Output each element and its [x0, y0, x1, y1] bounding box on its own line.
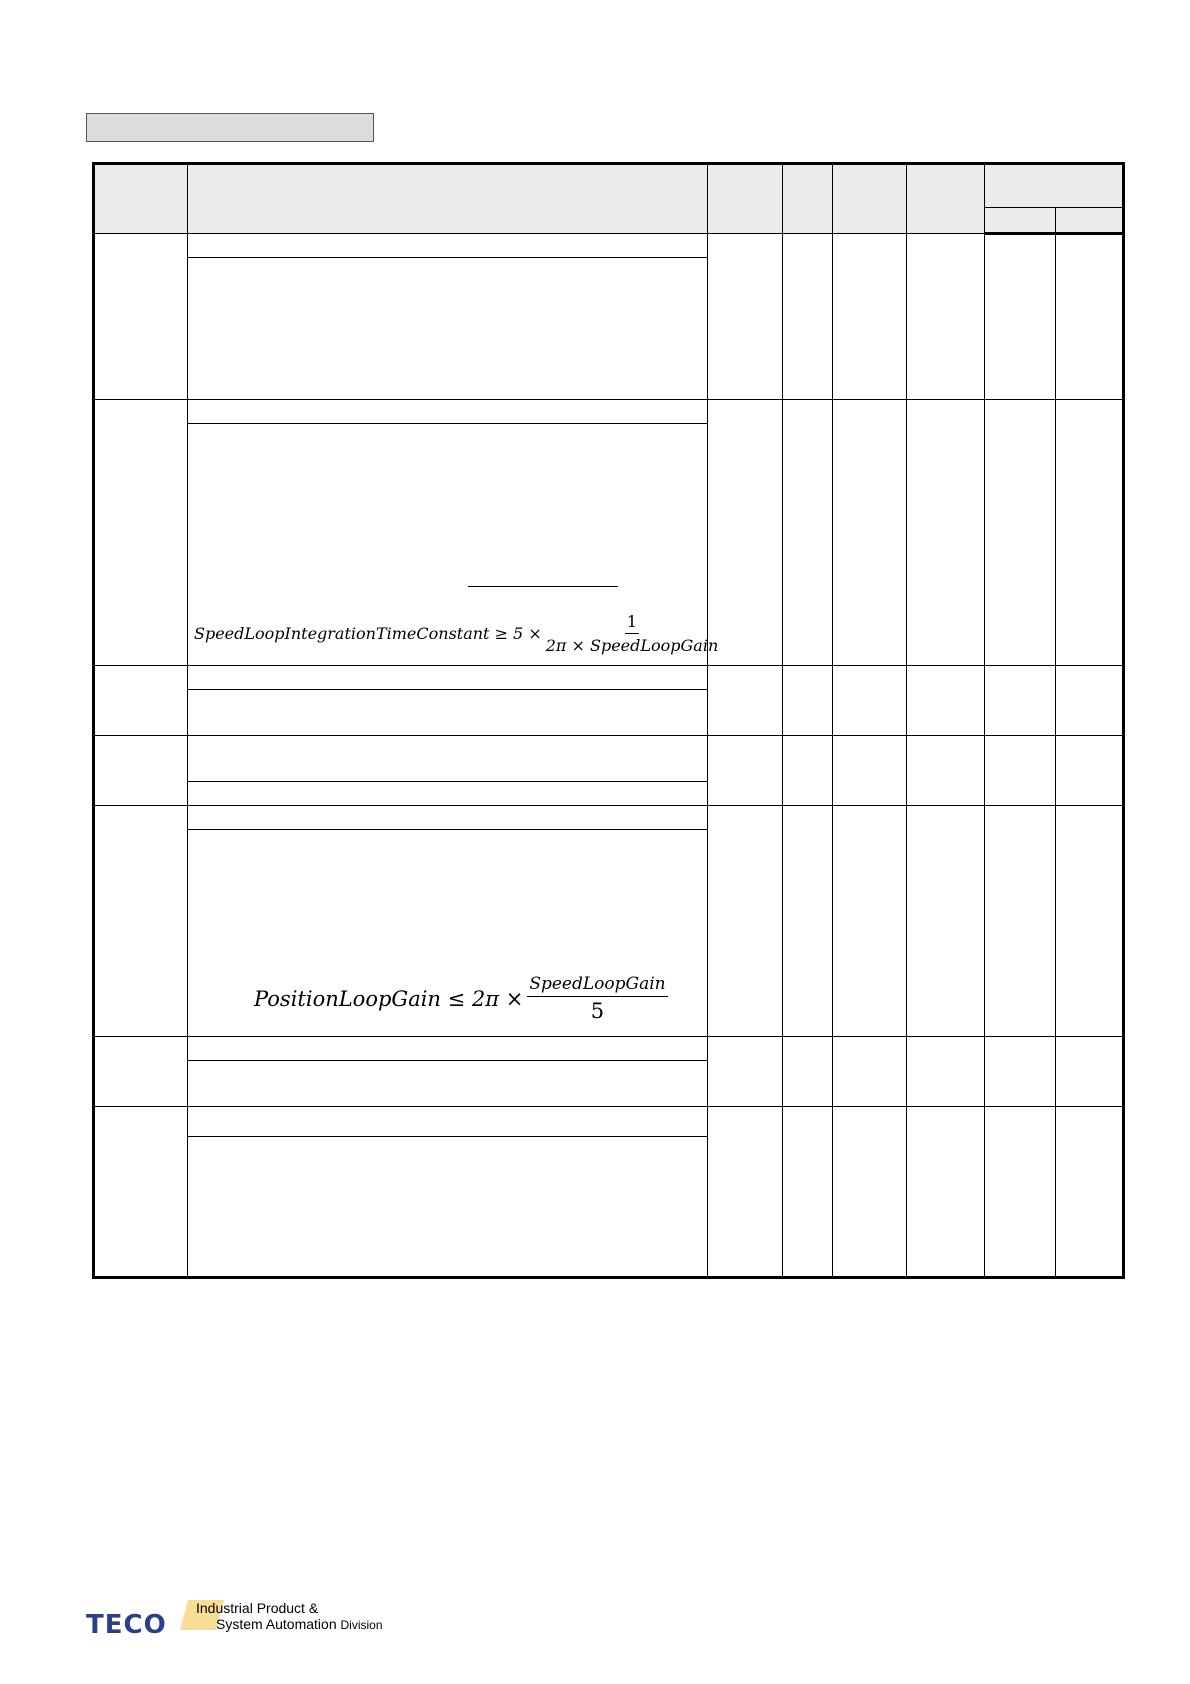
- formula-denominator: 5: [590, 999, 605, 1024]
- table-cell: [708, 1036, 783, 1106]
- formula-fraction: [546, 612, 719, 655]
- header-cell: [985, 208, 1056, 234]
- table-cell: [188, 1060, 708, 1106]
- table-cell: [188, 400, 708, 424]
- table-row: [94, 666, 1124, 690]
- table-cell: [94, 666, 188, 736]
- table-cell: [907, 234, 985, 400]
- table-cell: [94, 806, 188, 1036]
- table-cell: [708, 736, 783, 806]
- table-cell: [783, 234, 833, 400]
- table-cell: [1056, 806, 1124, 1036]
- table-cell: [188, 736, 708, 782]
- position-loop-gain-formula: [254, 974, 668, 1023]
- table-cell: [188, 782, 708, 806]
- table-cell: [907, 736, 985, 806]
- table-cell: [985, 806, 1056, 1036]
- table-cell: [94, 1036, 188, 1106]
- table-cell: [783, 736, 833, 806]
- table-cell: [985, 234, 1056, 400]
- table-cell: [783, 1106, 833, 1277]
- table-cell: [94, 736, 188, 806]
- table-cell: [907, 1036, 985, 1106]
- table-row: [94, 400, 1124, 424]
- table-cell: [188, 1036, 708, 1060]
- table-cell: [783, 1036, 833, 1106]
- header-cell: [94, 164, 188, 234]
- table-cell: [188, 1136, 708, 1277]
- table-cell: [833, 400, 907, 666]
- table-cell: [1056, 234, 1124, 400]
- formula-lhs: SpeedLoopIntegrationTimeConstant ≥ 5 ×: [194, 624, 542, 644]
- header-cell: [833, 164, 907, 234]
- table-cell: [833, 234, 907, 400]
- table-cell: [708, 400, 783, 666]
- table-cell: [907, 666, 985, 736]
- header-cell: [1056, 208, 1124, 234]
- header-cell: [985, 164, 1124, 208]
- table-cell: [907, 1106, 985, 1277]
- table-cell: [94, 234, 188, 400]
- table-cell: [188, 258, 708, 400]
- table-row: [94, 234, 1124, 258]
- table-cell: [94, 400, 188, 666]
- table-cell: [1056, 736, 1124, 806]
- table-header-row: [94, 164, 1124, 208]
- table-cell: [188, 690, 708, 736]
- table-cell: [188, 806, 708, 830]
- table-cell: [188, 830, 708, 1036]
- table-cell: [833, 806, 907, 1036]
- division-line-2-suffix: Division: [340, 1618, 383, 1632]
- header-cell: [708, 164, 783, 234]
- division-line-2-text: System Automation: [216, 1616, 337, 1632]
- teco-logo: [86, 1600, 186, 1640]
- table-cell: [1056, 400, 1124, 666]
- table-cell: [833, 736, 907, 806]
- table-cell: [188, 424, 719, 666]
- logo-text: TECO: [86, 1610, 167, 1640]
- division-name: [196, 1600, 383, 1633]
- table-cell: [833, 1106, 907, 1277]
- footer: [86, 1600, 383, 1640]
- header-cell: [783, 164, 833, 234]
- table-row: [94, 806, 1124, 830]
- header-cell: [188, 164, 708, 234]
- table-cell: [1056, 1036, 1124, 1106]
- table-cell: [907, 806, 985, 1036]
- formula-numerator: SpeedLoopGain: [527, 974, 667, 997]
- integration-time-formula: [194, 612, 718, 655]
- table-cell: [907, 400, 985, 666]
- formula-lhs: PositionLoopGain ≤ 2π ×: [254, 986, 524, 1011]
- header-cell: [907, 164, 985, 234]
- table-row: [94, 736, 1124, 782]
- table-cell: [985, 400, 1056, 666]
- division-line-1: Industrial Product &: [196, 1600, 319, 1616]
- formula-fraction: [527, 974, 667, 1023]
- table-row: [94, 1036, 1124, 1060]
- division-line-2: [196, 1616, 383, 1633]
- table-cell: [833, 1036, 907, 1106]
- table-row: [94, 1106, 1124, 1136]
- table-cell: [985, 736, 1056, 806]
- table-cell: [833, 666, 907, 736]
- underline-rule: [468, 586, 618, 587]
- parameter-table: [92, 162, 1125, 1279]
- table-cell: [188, 1106, 708, 1136]
- table-cell: [188, 666, 708, 690]
- section-label: [86, 113, 374, 142]
- table-cell: [708, 806, 783, 1036]
- table-cell: [1056, 666, 1124, 736]
- table-cell: [985, 666, 1056, 736]
- table-cell: [985, 1036, 1056, 1106]
- table-cell: [783, 806, 833, 1036]
- formula-denominator: 2π × SpeedLoopGain: [545, 636, 719, 656]
- formula-numerator: 1: [625, 612, 639, 634]
- table-cell: [1056, 1106, 1124, 1277]
- table-cell: [783, 400, 833, 666]
- table-cell: [783, 666, 833, 736]
- table-cell: [708, 666, 783, 736]
- table-cell: [985, 1106, 1056, 1277]
- table-cell: [188, 234, 708, 258]
- table-cell: [708, 234, 783, 400]
- table-cell: [94, 1106, 188, 1277]
- table-cell: [708, 1106, 783, 1277]
